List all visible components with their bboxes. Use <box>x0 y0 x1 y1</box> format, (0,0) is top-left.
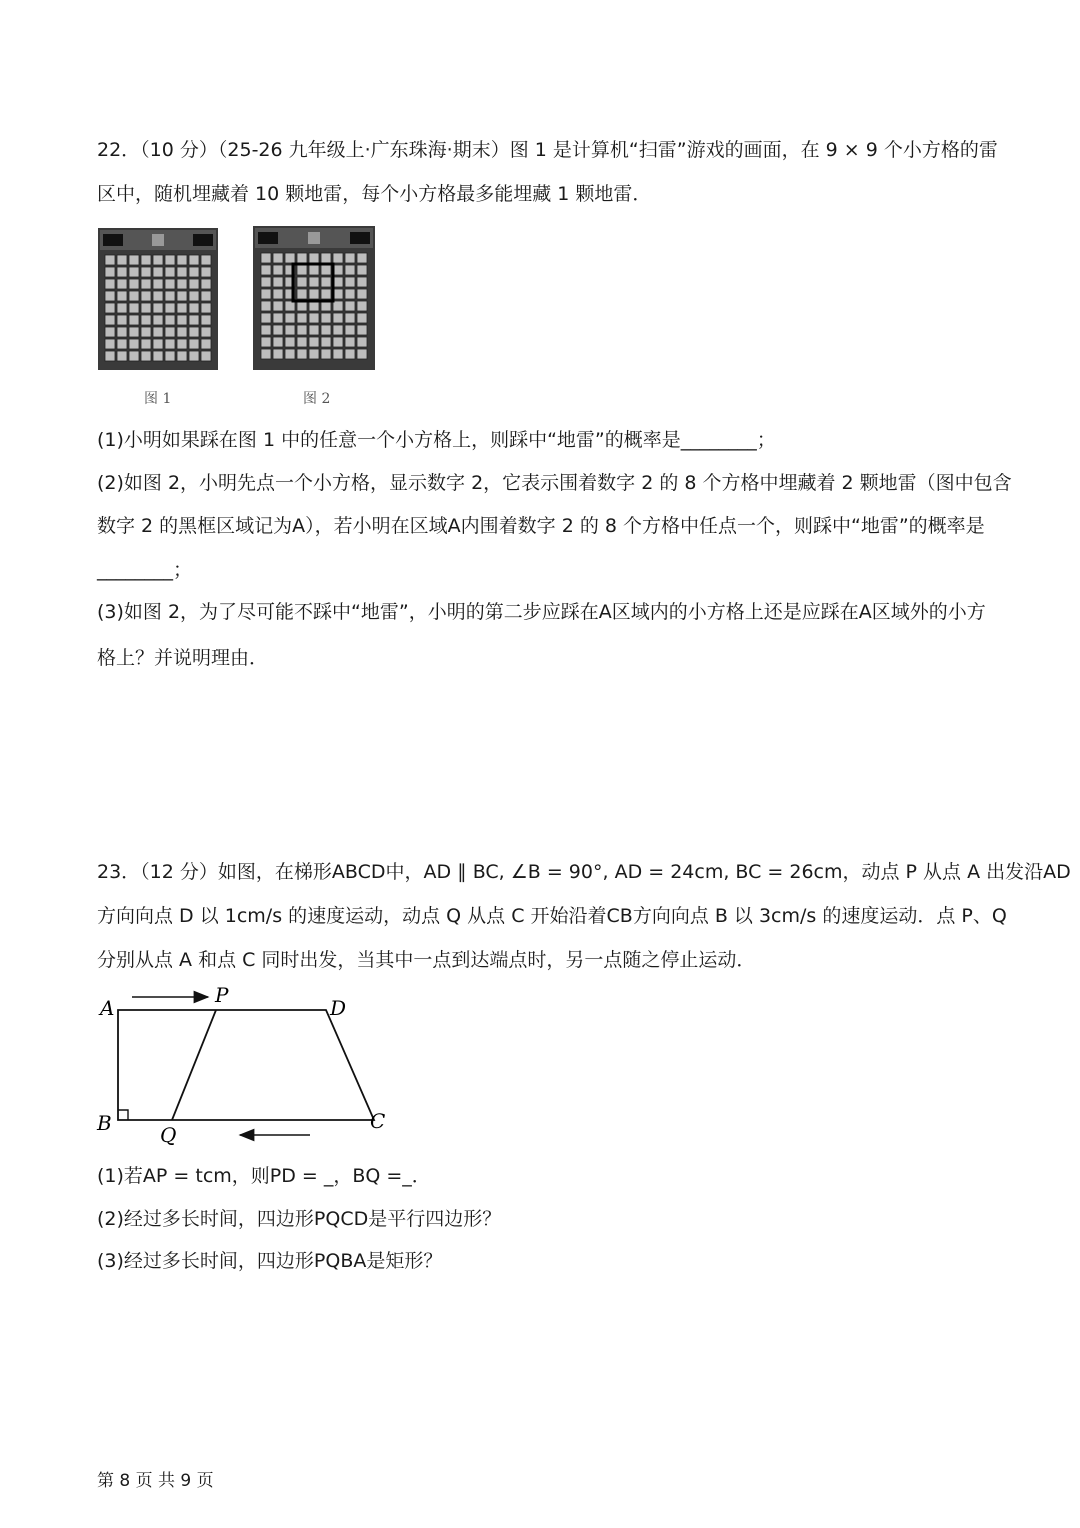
mine-cell <box>261 313 271 323</box>
q22-part-2-line-1: (2)如图 2，小明先点一个小方格，显示数字 2，它表示围着数字 2 的 8 个方格中埋藏着 2 颗地雷（图中包含 <box>97 472 1012 494</box>
mine-cell <box>129 339 139 349</box>
mine-cell <box>153 339 163 349</box>
mine-cell <box>321 349 331 359</box>
mine-cell <box>201 267 211 277</box>
mine-cell <box>165 327 175 337</box>
mine-cell <box>201 339 211 349</box>
q22-part-1: (1)小明如果踩在图 1 中的任意一个小方格上，则踩中“地雷”的概率是________； <box>97 429 776 451</box>
mine-cell <box>177 291 187 301</box>
mine-cell <box>309 349 319 359</box>
mine-cell <box>189 327 199 337</box>
mine-cell <box>345 349 355 359</box>
mine-cell <box>321 337 331 347</box>
mine-cell <box>345 289 355 299</box>
mine-cell <box>165 255 175 265</box>
label-a: A <box>100 996 115 1020</box>
mine-cell <box>309 337 319 347</box>
q23-part-1: (1)若AP = tcm，则PD = _，BQ =_． <box>97 1165 431 1187</box>
mine-cell <box>165 351 175 361</box>
mine-cell <box>153 267 163 277</box>
mine-cell <box>105 291 115 301</box>
mine-cell <box>333 313 343 323</box>
mine-cell <box>153 351 163 361</box>
mine-cell <box>333 253 343 263</box>
mine-cell <box>321 265 331 275</box>
mine-cell <box>189 279 199 289</box>
mine-cell <box>345 277 355 287</box>
mine-cell <box>189 291 199 301</box>
mine-cell <box>141 315 151 325</box>
mine-cell <box>285 349 295 359</box>
mine-cell <box>273 301 283 311</box>
q22-line-1: 22．（10 分）（25-26 九年级上·广东珠海·期末）图 1 是计算机“扫雷”游戏的画面，在 9 × 9 个小方格的雷 <box>97 139 998 161</box>
mine-cell <box>201 315 211 325</box>
mine-cell <box>189 315 199 325</box>
label-b: B <box>97 1111 112 1135</box>
mine-cell <box>117 267 127 277</box>
mine-cell <box>117 303 127 313</box>
mine-cell <box>105 351 115 361</box>
q23-line-3: 分别从点 A 和点 C 同时出发，当其中一点到达端点时，另一点随之停止运动． <box>97 949 756 971</box>
mine-cell <box>309 265 319 275</box>
q22-part-2-line-3: ________； <box>97 559 193 581</box>
mine-cell <box>129 255 139 265</box>
mine-cell <box>141 279 151 289</box>
mine-cell <box>261 325 271 335</box>
mine-cell <box>261 253 271 263</box>
mine-cell <box>357 301 367 311</box>
mine-cell <box>321 289 331 299</box>
mine-cell <box>297 265 307 275</box>
mine-cell <box>297 253 307 263</box>
mine-cell <box>273 289 283 299</box>
trapezoid-diagram <box>90 982 400 1152</box>
mine-cell <box>345 325 355 335</box>
mine-cell <box>141 303 151 313</box>
mine-cell <box>117 351 127 361</box>
mine-cell <box>105 279 115 289</box>
q22-line-2: 区中，随机埋藏着 10 颗地雷，每个小方格最多能埋藏 1 颗地雷． <box>97 183 652 205</box>
mine-cell <box>309 277 319 287</box>
mine-cell <box>105 255 115 265</box>
mine-cell <box>261 301 271 311</box>
mine-cell <box>141 291 151 301</box>
mine-cell <box>201 255 211 265</box>
mine-cell <box>165 303 175 313</box>
mine-cell <box>333 337 343 347</box>
mine-cell <box>321 277 331 287</box>
mine-cell <box>345 253 355 263</box>
mine-cell <box>153 291 163 301</box>
mine-cell <box>273 349 283 359</box>
label-d: D <box>330 996 347 1020</box>
mine-cell <box>309 313 319 323</box>
label-q: Q <box>160 1123 177 1147</box>
mine-cell <box>201 327 211 337</box>
q23-line-2: 方向向点 D 以 1cm/s 的速度运动，动点 Q 从点 C 开始沿着CB方向向点 B 以 3cm/s 的速度运动．点 P、Q <box>97 905 1007 927</box>
mine-cell <box>129 279 139 289</box>
figure-1-caption: 图 1 <box>144 391 172 407</box>
mine-cell <box>273 337 283 347</box>
mine-cell <box>153 303 163 313</box>
mine-cell <box>117 279 127 289</box>
mine-cell <box>189 339 199 349</box>
mine-cell <box>141 339 151 349</box>
label-p: P <box>215 983 229 1007</box>
mine-cell <box>333 349 343 359</box>
mine-cell <box>297 313 307 323</box>
mine-cell <box>117 291 127 301</box>
mine-cell <box>105 303 115 313</box>
mine-cell <box>357 253 367 263</box>
mine-cell <box>117 255 127 265</box>
mine-cell <box>105 267 115 277</box>
mine-cell <box>165 279 175 289</box>
mine-cell <box>189 255 199 265</box>
mine-cell <box>357 277 367 287</box>
mine-cell <box>357 325 367 335</box>
mine-cell <box>333 325 343 335</box>
mine-cell <box>345 265 355 275</box>
mine-cell <box>129 351 139 361</box>
mine-cell <box>297 325 307 335</box>
mine-cell <box>165 291 175 301</box>
q22-part-2-line-2: 数字 2 的黑框区域记为A），若小明在区域A内围着数字 2 的 8 个方格中任点一个，则踩中“地雷”的概率是 <box>97 515 985 537</box>
mine-cell <box>357 313 367 323</box>
mine-cell <box>285 253 295 263</box>
mine-cell <box>357 289 367 299</box>
mine-cell <box>105 339 115 349</box>
mine-cell <box>141 327 151 337</box>
trapezoid-abcd <box>118 1010 374 1120</box>
page-footer: 第 8 页 共 9 页 <box>97 1471 214 1491</box>
mine-cell <box>141 351 151 361</box>
mine-cell <box>273 313 283 323</box>
mine-cell <box>189 351 199 361</box>
mine-cell <box>117 315 127 325</box>
mine-cell <box>177 339 187 349</box>
minesweeper-figure-1 <box>98 228 218 370</box>
mine-cell <box>357 337 367 347</box>
mine-cell <box>153 279 163 289</box>
mine-cell <box>177 279 187 289</box>
mine-cell <box>177 303 187 313</box>
mine-cell <box>321 313 331 323</box>
mine-cell <box>177 351 187 361</box>
mine-cell <box>285 313 295 323</box>
q23-line-1: 23．（12 分）如图，在梯形ABCD中，AD ∥ BC, ∠B = 90°, AD = 24cm, BC = 26cm，动点 P 从点 A 出发沿AD <box>97 861 1071 883</box>
mine-cell <box>273 277 283 287</box>
mine-cell <box>321 253 331 263</box>
mine-cell <box>273 325 283 335</box>
mine-cell <box>165 339 175 349</box>
mine-cell <box>309 289 319 299</box>
mine-cell <box>129 303 139 313</box>
mine-cell <box>309 253 319 263</box>
mine-cell <box>297 289 307 299</box>
mine-cell <box>153 327 163 337</box>
mine-cell <box>165 315 175 325</box>
mine-cell <box>129 267 139 277</box>
mine-cell <box>261 277 271 287</box>
mine-cell <box>309 325 319 335</box>
mine-cell <box>201 303 211 313</box>
mine-cell <box>129 291 139 301</box>
mine-cell <box>201 351 211 361</box>
q23-part-3: (3)经过多长时间，四边形PQBA是矩形？ <box>97 1250 443 1272</box>
mine-cell <box>261 349 271 359</box>
mine-cell <box>261 289 271 299</box>
mine-cell <box>357 265 367 275</box>
mine-cell <box>201 279 211 289</box>
mine-cell <box>297 277 307 287</box>
mine-cell <box>189 303 199 313</box>
mine-cell <box>117 339 127 349</box>
mine-cell <box>261 337 271 347</box>
mine-cell <box>129 327 139 337</box>
mine-cell <box>177 267 187 277</box>
mine-cell <box>177 327 187 337</box>
mine-cell <box>201 291 211 301</box>
figure-2-caption: 图 2 <box>303 391 331 407</box>
mine-cell <box>345 337 355 347</box>
mine-cell <box>189 267 199 277</box>
mine-cell <box>177 255 187 265</box>
mine-cell <box>117 327 127 337</box>
mine-cell <box>129 315 139 325</box>
mine-cell <box>177 315 187 325</box>
q23-part-2: (2)经过多长时间，四边形PQCD是平行四边形？ <box>97 1208 502 1230</box>
mine-cell <box>141 267 151 277</box>
mine-cell <box>273 265 283 275</box>
mine-cell <box>165 267 175 277</box>
right-angle-mark <box>118 1110 128 1120</box>
label-c: C <box>370 1109 386 1133</box>
mine-cell <box>105 315 115 325</box>
segment-pq <box>172 1010 216 1120</box>
mine-cell <box>297 349 307 359</box>
mine-cell <box>297 337 307 347</box>
mine-cell <box>153 315 163 325</box>
mine-cell <box>105 327 115 337</box>
mine-cell <box>345 301 355 311</box>
mine-cell <box>321 325 331 335</box>
mine-cell <box>345 313 355 323</box>
mine-cell <box>153 255 163 265</box>
mine-cell <box>261 265 271 275</box>
q22-part-3-line-2: 格上？并说明理由． <box>97 647 269 669</box>
mine-cell <box>141 255 151 265</box>
mine-cell <box>273 253 283 263</box>
minesweeper-figure-2 <box>253 226 375 370</box>
mine-cell <box>357 349 367 359</box>
q22-part-3-line-1: (3)如图 2，为了尽可能不踩中“地雷”，小明的第二步应踩在A区域内的小方格上还是应踩在A区域外的小方 <box>97 601 986 623</box>
mine-cell <box>285 325 295 335</box>
mine-cell <box>285 337 295 347</box>
